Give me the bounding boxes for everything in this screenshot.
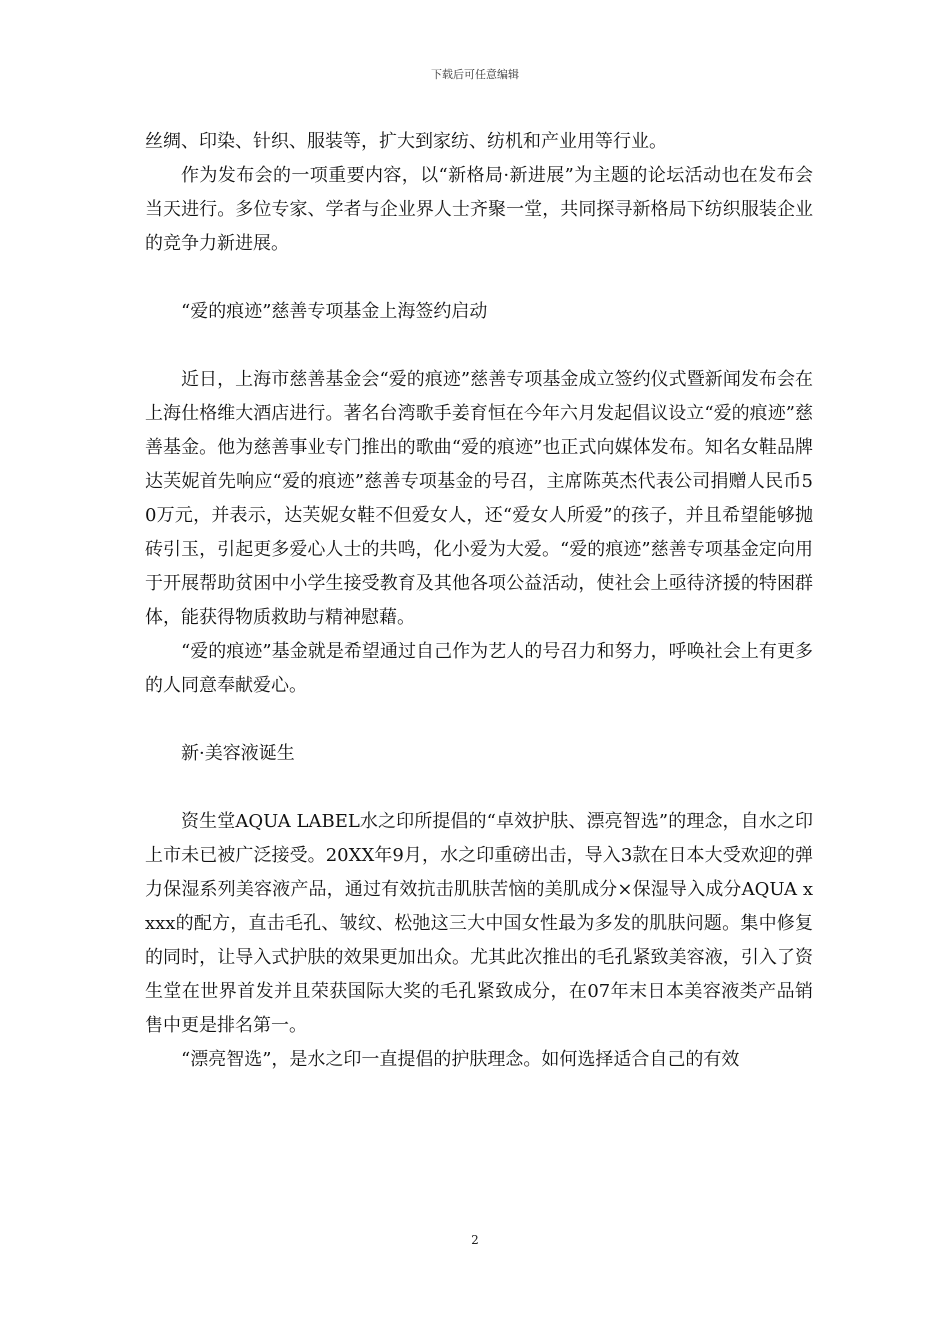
paragraph-forum: 作为发布会的一项重要内容，以“新格局·新进展”为主题的论坛活动也在发布会当天进行。多位专家、学者与企业界人士齐聚一堂，共同探寻新格局下纺织服装企业的竞争力新进展。 bbox=[145, 165, 813, 254]
paragraph-serum: 资生堂AQUA LABEL水之印所提倡的“卓效护肤、漂亮智选”的理念，自水之印上市未已被广泛接受。20XX年9月，水之印重磅出击，导入3款在日本大受欢迎的弹力保湿系列美容液产品，通过有效抗击肌肤苦恼的美肌成分×保湿导入成分AQUA xxxx的配方，直击毛孔、皱纹、松弛这三大中国女性最为多发的肌肤问题。集中修复的同时，让导入式护肤的效果更加出众。尤其此次推出的毛孔紧致美容液，引入了资生堂在世界首发并且荣获国际大奖的毛孔紧致成分，在07年末日本美容液类产品销售中更是排名第一。 bbox=[145, 811, 813, 1036]
paragraph-continuation: 丝绸、印染、针织、服装等，扩大到家纺、纺机和产业用等行业。 bbox=[145, 131, 667, 152]
section-heading-serum: 新·美容液诞生 bbox=[181, 743, 295, 764]
page-header: 下载后可任意编辑 bbox=[431, 68, 519, 81]
spacer bbox=[145, 771, 813, 805]
paragraph-charity: 近日，上海市慈善基金会“爱的痕迹”慈善专项基金成立签约仪式暨新闻发布会在上海仕格维大酒店进行。著名台湾歌手姜育恒在今年六月发起倡议设立“爱的痕迹”慈善基金。他为慈善事业专门推出的歌曲“爱的痕迹”也正式向媒体发布。知名女鞋品牌达芙妮首先响应“爱的痕迹”慈善专项基金的号召，主席陈英杰代表公司捐赠人民币50万元，并表示，达芙妮女鞋不但爱女人，还“爱女人所爱”的孩子，并且希望能够抛砖引玉，引起更多爱心人士的共鸣，化小爱为大爱。“爱的痕迹”慈善专项基金定向用于开展帮助贫困中小学生接受教育及其他各项公益活动，使社会上亟待济援的特困群体，能获得物质救助与精神慰藉。 bbox=[145, 369, 813, 628]
spacer bbox=[145, 703, 813, 737]
paragraph-philosophy: “漂亮智选”，是水之印一直提倡的护肤理念。如何选择适合自己的有效 bbox=[181, 1049, 740, 1070]
section-heading-charity: “爱的痕迹”慈善专项基金上海签约启动 bbox=[181, 301, 488, 322]
document-body bbox=[145, 125, 813, 1077]
spacer bbox=[145, 261, 813, 295]
page-number: 2 bbox=[471, 1233, 479, 1247]
spacer bbox=[145, 329, 813, 363]
paragraph-fund: “爱的痕迹”基金就是希望通过自己作为艺人的号召力和努力，呼唤社会上有更多的人同意奉献爱心。 bbox=[145, 641, 813, 696]
